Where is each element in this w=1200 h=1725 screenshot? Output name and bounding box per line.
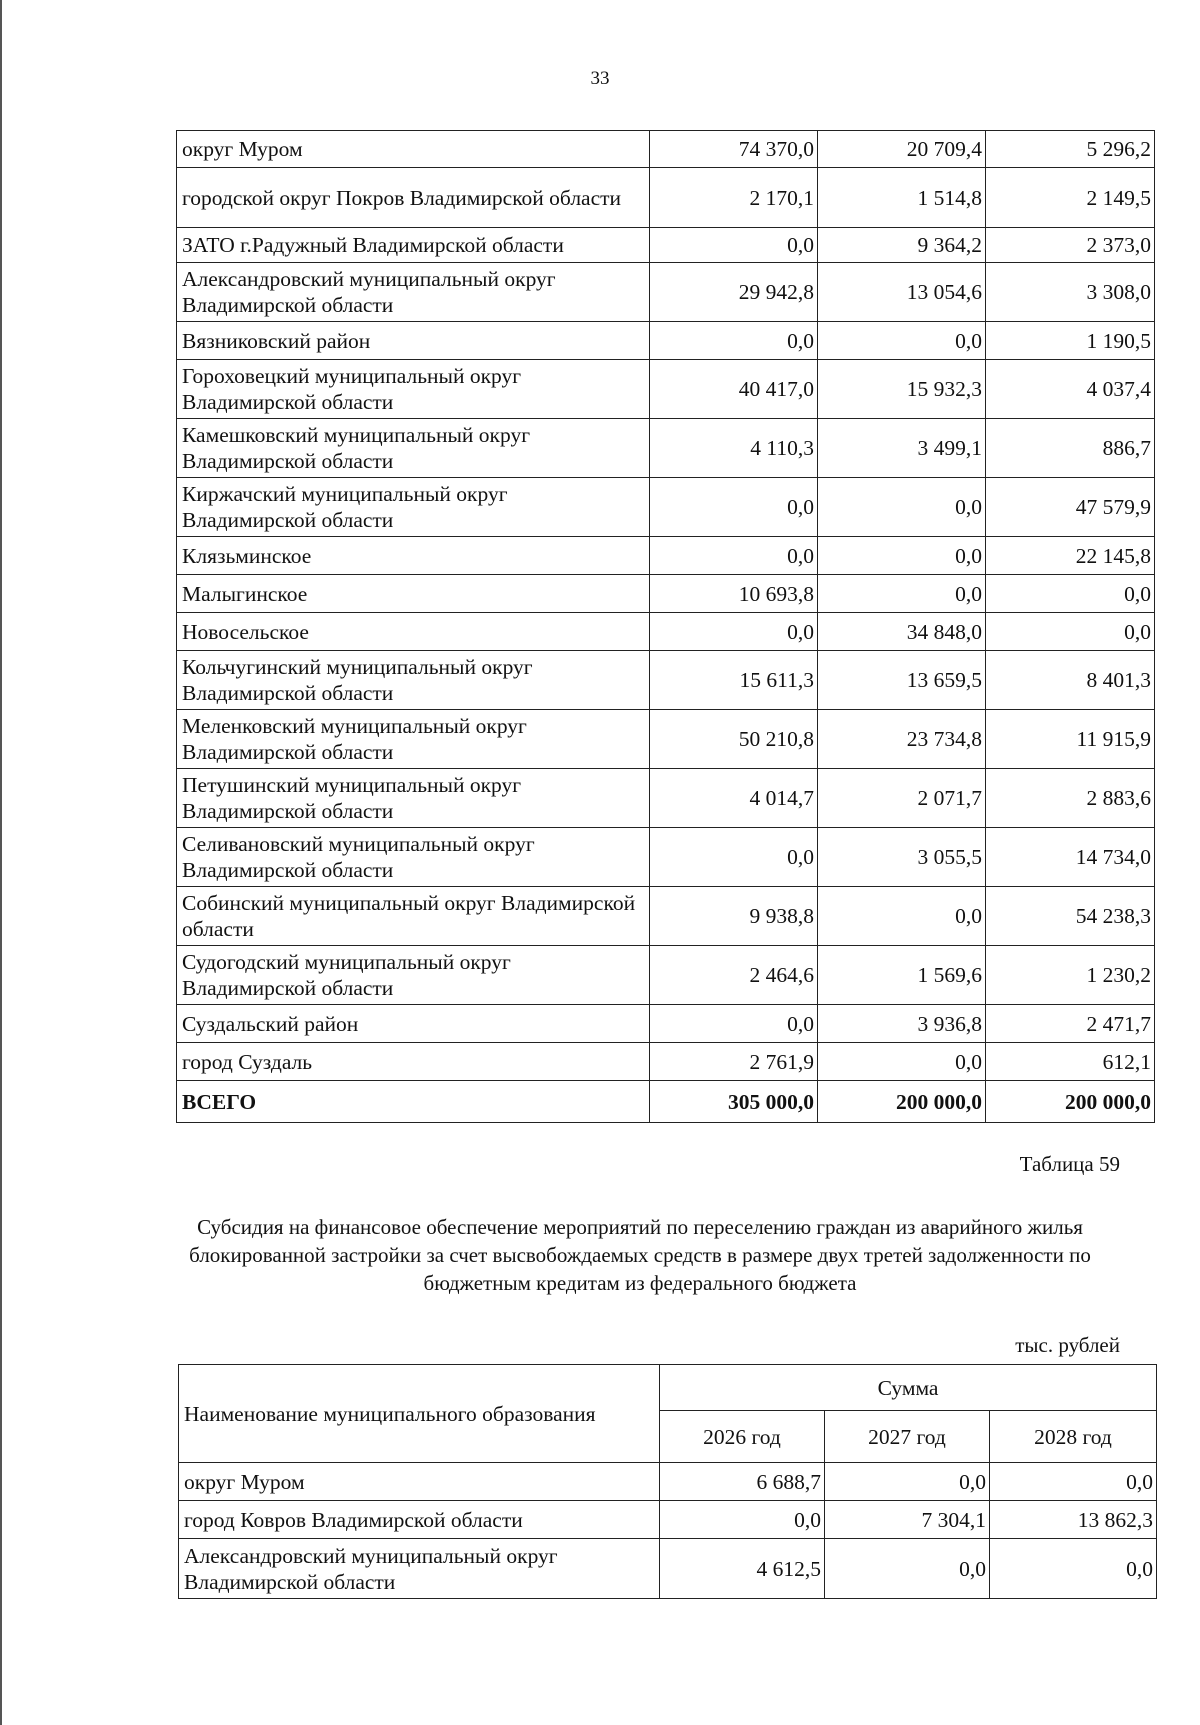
value-2028: 11 915,9 [986,710,1155,769]
header-name: Наименование муниципального образования [179,1365,660,1463]
table-row [177,710,1155,769]
municipality-name: Вязниковский район [177,322,650,360]
value-2027: 0,0 [818,1043,986,1081]
table-row [177,537,1155,575]
table-row [177,168,1155,228]
value-2028: 14 734,0 [986,828,1155,887]
municipality-name: Клязьминское [177,537,650,575]
value-2028: 47 579,9 [986,478,1155,537]
total-label: ВСЕГО [177,1081,650,1123]
value-2026: 0,0 [650,228,818,263]
value-2026: 50 210,8 [650,710,818,769]
header-year-2028: 2028 год [990,1411,1157,1463]
municipality-name: округ Муром [177,131,650,168]
value-2026: 0,0 [650,613,818,651]
value-2026: 4 110,3 [650,419,818,478]
value-2026: 6 688,7 [660,1463,825,1501]
value-2026: 4 014,7 [650,769,818,828]
municipality-name: Малыгинское [177,575,650,613]
value-2026: 4 612,5 [660,1539,825,1599]
table-row [177,769,1155,828]
value-2028: 13 862,3 [990,1501,1157,1539]
municipality-name: Александровский муниципальный округ Владимирской области [179,1539,660,1599]
value-2027: 0,0 [818,478,986,537]
value-2026: 2 464,6 [650,946,818,1005]
value-2027: 0,0 [818,322,986,360]
table-row [177,1005,1155,1043]
allocation-table-continued [176,130,1155,1123]
subsidy-table [178,1364,1157,1599]
total-2028: 200 000,0 [986,1081,1155,1123]
municipality-name: Киржачский муниципальный округ Владимирской области [177,478,650,537]
value-2026: 40 417,0 [650,360,818,419]
municipality-name: Собинский муниципальный округ Владимирской области [177,887,650,946]
municipality-name: Судогодский муниципальный округ Владимирской области [177,946,650,1005]
municipality-name: Селивановский муниципальный округ Владимирской области [177,828,650,887]
table-row [177,613,1155,651]
value-2027: 3 499,1 [818,419,986,478]
municipality-name: ЗАТО г.Радужный Владимирской области [177,228,650,263]
value-2028: 0,0 [986,613,1155,651]
value-2026: 15 611,3 [650,651,818,710]
value-2028: 0,0 [990,1539,1157,1599]
value-2027: 1 514,8 [818,168,986,228]
value-2026: 2 761,9 [650,1043,818,1081]
table-row [177,131,1155,168]
municipality-name: Камешковский муниципальный округ Владимирской области [177,419,650,478]
value-2028: 8 401,3 [986,651,1155,710]
value-2027: 13 054,6 [818,263,986,322]
value-2028: 612,1 [986,1043,1155,1081]
table-row [177,322,1155,360]
value-2028: 2 373,0 [986,228,1155,263]
municipality-name: Суздальский район [177,1005,650,1043]
table-row [179,1463,1157,1501]
municipality-name: Гороховецкий муниципальный округ Владимирской области [177,360,650,419]
value-2026: 0,0 [650,478,818,537]
value-2027: 23 734,8 [818,710,986,769]
table-row [177,263,1155,322]
municipality-name: Кольчугинский муниципальный округ Владимирской области [177,651,650,710]
header-row [179,1365,1157,1411]
table-title: Субсидия на финансовое обеспечение мероприятий по переселению граждан из аварийного жилья блокированной застройки за счет высвобождаемых средств в размере двух третей задолженности по бюджетным кредитам из федерального бюджета [189,1215,1091,1295]
table-row [177,946,1155,1005]
value-2028: 22 145,8 [986,537,1155,575]
value-2026: 0,0 [650,537,818,575]
value-2027: 7 304,1 [825,1501,990,1539]
value-2027: 0,0 [818,575,986,613]
table-row [177,419,1155,478]
value-2028: 2 471,7 [986,1005,1155,1043]
page-number: 33 [590,68,610,89]
value-2027: 0,0 [825,1463,990,1501]
table-row [177,887,1155,946]
value-2027: 1 569,6 [818,946,986,1005]
table-row [177,828,1155,887]
table-row [179,1501,1157,1539]
value-2026: 10 693,8 [650,575,818,613]
header-year-2027: 2027 год [825,1411,990,1463]
total-2027: 200 000,0 [818,1081,986,1123]
value-2028: 4 037,4 [986,360,1155,419]
table-number-label: Таблица 59 [1019,1152,1120,1176]
value-2028: 1 190,5 [986,322,1155,360]
municipality-name: Александровский муниципальный округ Владимирской области [177,263,650,322]
value-2028: 2 149,5 [986,168,1155,228]
value-2026: 29 942,8 [650,263,818,322]
value-2027: 0,0 [825,1539,990,1599]
value-2027: 2 071,7 [818,769,986,828]
value-2027: 3 055,5 [818,828,986,887]
value-2026: 0,0 [650,828,818,887]
value-2028: 1 230,2 [986,946,1155,1005]
table-row [177,228,1155,263]
table-row [177,651,1155,710]
municipality-name: город Суздаль [177,1043,650,1081]
value-2026: 0,0 [650,1005,818,1043]
value-2028: 5 296,2 [986,131,1155,168]
value-2028: 0,0 [986,575,1155,613]
table-row [177,478,1155,537]
value-2027: 13 659,5 [818,651,986,710]
value-2028: 2 883,6 [986,769,1155,828]
municipality-name: Новосельское [177,613,650,651]
value-2026: 0,0 [650,322,818,360]
value-2026: 0,0 [660,1501,825,1539]
value-2028: 54 238,3 [986,887,1155,946]
total-2026: 305 000,0 [650,1081,818,1123]
municipality-name: Петушинский муниципальный округ Владимирской области [177,769,650,828]
municipality-name: округ Муром [179,1463,660,1501]
units-label: тыс. рублей [1015,1333,1120,1357]
municipality-name: городской округ Покров Владимирской области [177,168,650,228]
table-row [177,360,1155,419]
value-2028: 0,0 [990,1463,1157,1501]
table-row [177,1043,1155,1081]
header-sum: Сумма [660,1365,1157,1411]
table-row [179,1539,1157,1599]
value-2026: 74 370,0 [650,131,818,168]
value-2026: 2 170,1 [650,168,818,228]
value-2027: 0,0 [818,887,986,946]
value-2027: 15 932,3 [818,360,986,419]
total-row [177,1081,1155,1123]
table-row [177,575,1155,613]
header-year-2026: 2026 год [660,1411,825,1463]
value-2028: 886,7 [986,419,1155,478]
value-2027: 20 709,4 [818,131,986,168]
municipality-name: Меленковский муниципальный округ Владимирской области [177,710,650,769]
value-2027: 9 364,2 [818,228,986,263]
value-2026: 9 938,8 [650,887,818,946]
value-2027: 0,0 [818,537,986,575]
municipality-name: город Ковров Владимирской области [179,1501,660,1539]
value-2028: 3 308,0 [986,263,1155,322]
value-2027: 34 848,0 [818,613,986,651]
scan-edge-line [0,0,2,1725]
value-2027: 3 936,8 [818,1005,986,1043]
